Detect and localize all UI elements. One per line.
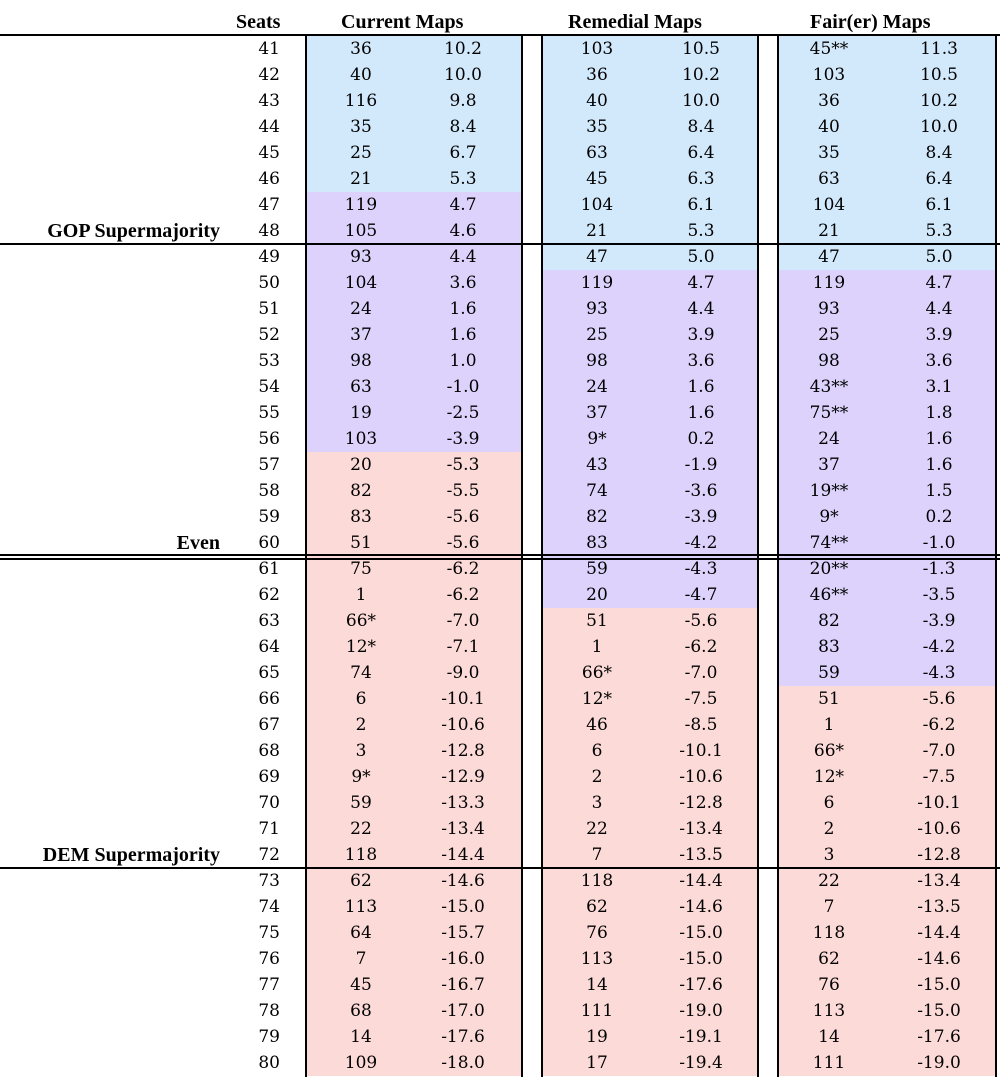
seat-number: 49 — [258, 247, 280, 267]
fair-margin: 10.5 — [920, 65, 958, 85]
fair-district: 59 — [818, 663, 840, 683]
column-border — [305, 36, 307, 1077]
current-margin: -10.6 — [441, 715, 485, 735]
remedial-margin: -14.6 — [679, 897, 723, 917]
fair-district: 76 — [818, 975, 840, 995]
remedial-margin: -10.6 — [679, 767, 723, 787]
fair-margin: -12.8 — [917, 845, 961, 865]
remedial-district: 83 — [586, 533, 608, 553]
current-district: 63 — [350, 377, 372, 397]
current-margin: -6.2 — [446, 559, 480, 579]
fair-margin: -7.5 — [922, 767, 956, 787]
current-margin: -7.1 — [446, 637, 480, 657]
current-margin: -3.9 — [446, 429, 480, 449]
seat-number: 68 — [258, 741, 280, 761]
fair-margin: -14.4 — [917, 923, 961, 943]
current-margin: -5.6 — [446, 533, 480, 553]
seat-number: 63 — [258, 611, 280, 631]
fair-margin: -6.2 — [922, 715, 956, 735]
fair-district: 37 — [818, 455, 840, 475]
fair-district: 119 — [812, 273, 846, 293]
current-district: 14 — [350, 1027, 372, 1047]
current-district: 9* — [351, 767, 371, 787]
seat-number: 72 — [258, 845, 280, 865]
remedial-margin: 4.7 — [687, 273, 715, 293]
remedial-margin: -15.0 — [679, 923, 723, 943]
fair-margin: -3.5 — [922, 585, 956, 605]
remedial-margin: 10.0 — [682, 91, 720, 111]
fair-margin: -4.2 — [922, 637, 956, 657]
seat-number: 50 — [258, 273, 280, 293]
current-district: 118 — [344, 845, 378, 865]
current-district: 64 — [350, 923, 372, 943]
seat-number: 56 — [258, 429, 280, 449]
seat-number: 73 — [258, 871, 280, 891]
fair-margin: -1.0 — [922, 533, 956, 553]
remedial-margin: 6.1 — [687, 195, 715, 215]
current-district: 104 — [344, 273, 378, 293]
remedial-margin: -3.9 — [684, 507, 718, 527]
current-district: 75 — [350, 559, 372, 579]
column-border — [521, 36, 523, 1077]
fair-district: 1 — [823, 715, 835, 735]
fair-margin: -13.4 — [917, 871, 961, 891]
remedial-margin: -1.9 — [684, 455, 718, 475]
fair-margin: 1.6 — [925, 455, 953, 475]
seat-number: 59 — [258, 507, 280, 527]
fair-margin: -10.1 — [917, 793, 961, 813]
remedial-district: 37 — [586, 403, 608, 423]
seat-number: 80 — [258, 1053, 280, 1073]
current-margin: -5.5 — [446, 481, 480, 501]
current-margin: 9.8 — [449, 91, 477, 111]
remedial-margin: -4.7 — [684, 585, 718, 605]
current-margin: 10.2 — [444, 39, 482, 59]
remedial-margin: -7.0 — [684, 663, 718, 683]
fair-margin: -5.6 — [922, 689, 956, 709]
current-district: 45 — [350, 975, 372, 995]
seat-number: 54 — [258, 377, 280, 397]
seat-number: 41 — [258, 39, 280, 59]
remedial-district: 113 — [580, 949, 614, 969]
remedial-district: 59 — [586, 559, 608, 579]
current-district: 36 — [350, 39, 372, 59]
current-margin: -15.0 — [441, 897, 485, 917]
remedial-margin: 5.3 — [687, 221, 715, 241]
remedial-district: 51 — [586, 611, 608, 631]
current-margin: -5.6 — [446, 507, 480, 527]
remedial-margin: -6.2 — [684, 637, 718, 657]
fair-margin: -10.6 — [917, 819, 961, 839]
header-remedial-maps: Remedial Maps — [568, 11, 702, 33]
current-district: 105 — [344, 221, 378, 241]
fair-district: 63 — [818, 169, 840, 189]
current-district: 22 — [350, 819, 372, 839]
seat-number: 77 — [258, 975, 280, 995]
current-district: 109 — [344, 1053, 378, 1073]
header-fair-maps: Fair(er) Maps — [810, 11, 931, 33]
seat-number: 78 — [258, 1001, 280, 1021]
current-margin: -13.3 — [441, 793, 485, 813]
fair-district: 3 — [823, 845, 835, 865]
fair-district: 74** — [809, 533, 849, 553]
seat-number: 47 — [258, 195, 280, 215]
remedial-district: 74 — [586, 481, 608, 501]
current-margin: 4.4 — [449, 247, 477, 267]
fair-district: 45** — [809, 39, 849, 59]
current-margin: -15.7 — [441, 923, 485, 943]
remedial-district: 98 — [586, 351, 608, 371]
seat-number: 79 — [258, 1027, 280, 1047]
remedial-margin: -12.8 — [679, 793, 723, 813]
fair-margin: -3.9 — [922, 611, 956, 631]
fair-margin: 10.0 — [920, 117, 958, 137]
remedial-district: 17 — [586, 1053, 608, 1073]
remedial-margin: -14.4 — [679, 871, 723, 891]
fair-district: 113 — [812, 1001, 846, 1021]
remedial-margin: -13.4 — [679, 819, 723, 839]
seat-number: 55 — [258, 403, 280, 423]
remedial-district: 21 — [586, 221, 608, 241]
current-margin: 1.0 — [449, 351, 477, 371]
current-margin: 3.6 — [449, 273, 477, 293]
fair-margin: 6.4 — [925, 169, 953, 189]
seat-number: 67 — [258, 715, 280, 735]
fair-margin: 4.7 — [925, 273, 953, 293]
column-border — [995, 36, 997, 1077]
remedial-margin: -10.1 — [679, 741, 723, 761]
remedial-district: 20 — [586, 585, 608, 605]
fair-district: 83 — [818, 637, 840, 657]
fair-district: 75** — [809, 403, 849, 423]
fair-district: 51 — [818, 689, 840, 709]
remedial-margin: -4.3 — [684, 559, 718, 579]
fair-margin: 6.1 — [925, 195, 953, 215]
fair-district: 104 — [812, 195, 846, 215]
current-district: 3 — [355, 741, 367, 761]
remedial-margin: 8.4 — [687, 117, 715, 137]
current-district: 2 — [355, 715, 367, 735]
remedial-district: 19 — [586, 1027, 608, 1047]
current-district: 103 — [344, 429, 378, 449]
fair-margin: -15.0 — [917, 975, 961, 995]
current-district: 19 — [350, 403, 372, 423]
fair-district: 47 — [818, 247, 840, 267]
fair-margin: -15.0 — [917, 1001, 961, 1021]
fair-margin: 8.4 — [925, 143, 953, 163]
fair-margin: 3.9 — [925, 325, 953, 345]
current-margin: -17.6 — [441, 1027, 485, 1047]
seat-number: 52 — [258, 325, 280, 345]
column-border — [541, 36, 543, 1077]
fair-district: 82 — [818, 611, 840, 631]
remedial-district: 35 — [586, 117, 608, 137]
seat-number: 62 — [258, 585, 280, 605]
current-district: 51 — [350, 533, 372, 553]
seat-number: 46 — [258, 169, 280, 189]
fair-district: 111 — [812, 1053, 846, 1073]
seat-number: 43 — [258, 91, 280, 111]
fair-district: 21 — [818, 221, 840, 241]
current-district: 116 — [344, 91, 378, 111]
seat-number: 70 — [258, 793, 280, 813]
fair-margin: -14.6 — [917, 949, 961, 969]
seat-number: 64 — [258, 637, 280, 657]
remedial-district: 14 — [586, 975, 608, 995]
current-district: 1 — [355, 585, 367, 605]
current-district: 7 — [355, 949, 367, 969]
fair-district: 43** — [809, 377, 849, 397]
remedial-district: 1 — [591, 637, 603, 657]
fair-margin: 10.2 — [920, 91, 958, 111]
fair-district: 20** — [809, 559, 849, 579]
remedial-district: 3 — [591, 793, 603, 813]
seat-number: 51 — [258, 299, 280, 319]
fair-margin: 4.4 — [925, 299, 953, 319]
current-margin: 8.4 — [449, 117, 477, 137]
remedial-district: 118 — [580, 871, 614, 891]
current-district: 66* — [345, 611, 377, 631]
current-district: 62 — [350, 871, 372, 891]
fair-district: 22 — [818, 871, 840, 891]
fair-district: 98 — [818, 351, 840, 371]
seat-number: 53 — [258, 351, 280, 371]
seat-number: 66 — [258, 689, 280, 709]
current-margin: -10.1 — [441, 689, 485, 709]
current-district: 24 — [350, 299, 372, 319]
remedial-district: 43 — [586, 455, 608, 475]
fair-district: 118 — [812, 923, 846, 943]
seat-number: 60 — [258, 533, 280, 553]
fair-district: 24 — [818, 429, 840, 449]
remedial-district: 7 — [591, 845, 603, 865]
current-margin: -16.7 — [441, 975, 485, 995]
fair-district: 6 — [823, 793, 835, 813]
remedial-district: 93 — [586, 299, 608, 319]
fair-district: 7 — [823, 897, 835, 917]
remedial-district: 47 — [586, 247, 608, 267]
fair-margin: 3.1 — [925, 377, 953, 397]
fair-district: 35 — [818, 143, 840, 163]
current-margin: -13.4 — [441, 819, 485, 839]
current-margin: 4.6 — [449, 221, 477, 241]
remedial-margin: 3.6 — [687, 351, 715, 371]
seat-number: 58 — [258, 481, 280, 501]
fair-margin: -19.0 — [917, 1053, 961, 1073]
current-district: 59 — [350, 793, 372, 813]
threshold-label: DEM Supermajority — [42, 844, 220, 866]
remedial-margin: -19.1 — [679, 1027, 723, 1047]
remedial-margin: 1.6 — [687, 403, 715, 423]
remedial-margin: 5.0 — [687, 247, 715, 267]
fair-district: 2 — [823, 819, 835, 839]
seat-number: 42 — [258, 65, 280, 85]
remedial-margin: -19.4 — [679, 1053, 723, 1073]
current-district: 82 — [350, 481, 372, 501]
current-district: 119 — [344, 195, 378, 215]
seat-number: 57 — [258, 455, 280, 475]
fair-margin: 11.3 — [920, 39, 958, 59]
fair-district: 12* — [813, 767, 845, 787]
current-district: 68 — [350, 1001, 372, 1021]
fair-district: 14 — [818, 1027, 840, 1047]
remedial-margin: -13.5 — [679, 845, 723, 865]
seat-number: 69 — [258, 767, 280, 787]
remedial-district: 6 — [591, 741, 603, 761]
remedial-district: 82 — [586, 507, 608, 527]
current-district: 83 — [350, 507, 372, 527]
fair-district: 36 — [818, 91, 840, 111]
remedial-district: 119 — [580, 273, 614, 293]
remedial-margin: -7.5 — [684, 689, 718, 709]
fair-district: 46** — [809, 585, 849, 605]
current-margin: -18.0 — [441, 1053, 485, 1073]
current-district: 113 — [344, 897, 378, 917]
current-margin: -9.0 — [446, 663, 480, 683]
remedial-district: 9* — [587, 429, 607, 449]
seat-number: 75 — [258, 923, 280, 943]
fair-margin: 0.2 — [925, 507, 953, 527]
current-district: 12* — [345, 637, 377, 657]
remedial-district: 2 — [591, 767, 603, 787]
remedial-district: 103 — [580, 39, 614, 59]
seat-number: 65 — [258, 663, 280, 683]
current-margin: 1.6 — [449, 325, 477, 345]
remedial-district: 111 — [580, 1001, 614, 1021]
remedial-district: 22 — [586, 819, 608, 839]
fair-margin: -13.5 — [917, 897, 961, 917]
seat-number: 71 — [258, 819, 280, 839]
remedial-margin: 10.2 — [682, 65, 720, 85]
current-margin: 5.3 — [449, 169, 477, 189]
column-border — [777, 36, 779, 1077]
remedial-margin: 1.6 — [687, 377, 715, 397]
current-district: 74 — [350, 663, 372, 683]
fair-margin: -7.0 — [922, 741, 956, 761]
remedial-margin: -4.2 — [684, 533, 718, 553]
remedial-margin: -5.6 — [684, 611, 718, 631]
fair-margin: 1.6 — [925, 429, 953, 449]
fair-margin: 1.5 — [925, 481, 953, 501]
remedial-margin: -15.0 — [679, 949, 723, 969]
fair-district: 62 — [818, 949, 840, 969]
fair-district: 103 — [812, 65, 846, 85]
current-margin: -12.8 — [441, 741, 485, 761]
remedial-district: 45 — [586, 169, 608, 189]
header-seats: Seats — [236, 11, 281, 33]
fair-district: 25 — [818, 325, 840, 345]
current-district: 6 — [355, 689, 367, 709]
current-margin: 6.7 — [449, 143, 477, 163]
remedial-margin: 3.9 — [687, 325, 715, 345]
remedial-district: 104 — [580, 195, 614, 215]
remedial-district: 25 — [586, 325, 608, 345]
fair-margin: -17.6 — [917, 1027, 961, 1047]
seat-number: 44 — [258, 117, 280, 137]
seat-number: 61 — [258, 559, 280, 579]
fair-margin: 3.6 — [925, 351, 953, 371]
current-margin: -14.4 — [441, 845, 485, 865]
fair-district: 93 — [818, 299, 840, 319]
current-district: 21 — [350, 169, 372, 189]
seat-number: 74 — [258, 897, 280, 917]
current-margin: -7.0 — [446, 611, 480, 631]
remedial-margin: -8.5 — [684, 715, 718, 735]
current-margin: 4.7 — [449, 195, 477, 215]
seat-number: 76 — [258, 949, 280, 969]
fair-district: 9* — [819, 507, 839, 527]
remedial-margin: -17.6 — [679, 975, 723, 995]
current-margin: -12.9 — [441, 767, 485, 787]
fair-margin: 1.8 — [925, 403, 953, 423]
remedial-district: 40 — [586, 91, 608, 111]
seat-number: 45 — [258, 143, 280, 163]
current-margin: -1.0 — [446, 377, 480, 397]
seat-number: 48 — [258, 221, 280, 241]
remedial-margin: -3.6 — [684, 481, 718, 501]
remedial-district: 46 — [586, 715, 608, 735]
current-margin: 10.0 — [444, 65, 482, 85]
remedial-margin: 4.4 — [687, 299, 715, 319]
current-district: 25 — [350, 143, 372, 163]
fair-margin: 5.0 — [925, 247, 953, 267]
remedial-margin: 6.3 — [687, 169, 715, 189]
remedial-margin: 0.2 — [687, 429, 715, 449]
current-district: 98 — [350, 351, 372, 371]
current-district: 20 — [350, 455, 372, 475]
remedial-district: 36 — [586, 65, 608, 85]
current-margin: -5.3 — [446, 455, 480, 475]
remedial-margin: 6.4 — [687, 143, 715, 163]
fair-margin: 5.3 — [925, 221, 953, 241]
remedial-district: 63 — [586, 143, 608, 163]
current-margin: -2.5 — [446, 403, 480, 423]
remedial-district: 12* — [581, 689, 613, 709]
remedial-district: 76 — [586, 923, 608, 943]
column-border — [757, 36, 759, 1077]
current-district: 35 — [350, 117, 372, 137]
remedial-district: 62 — [586, 897, 608, 917]
fair-district: 19** — [809, 481, 849, 501]
current-district: 40 — [350, 65, 372, 85]
threshold-label: Even — [176, 532, 220, 554]
remedial-district: 66* — [581, 663, 613, 683]
remedial-margin: 10.5 — [682, 39, 720, 59]
current-margin: -17.0 — [441, 1001, 485, 1021]
threshold-label: GOP Supermajority — [47, 220, 220, 242]
header-current-maps: Current Maps — [341, 11, 464, 33]
remedial-margin: -19.0 — [679, 1001, 723, 1021]
current-district: 37 — [350, 325, 372, 345]
fair-margin: -1.3 — [922, 559, 956, 579]
current-margin: -6.2 — [446, 585, 480, 605]
current-district: 93 — [350, 247, 372, 267]
current-margin: -16.0 — [441, 949, 485, 969]
fair-district: 66* — [813, 741, 845, 761]
remedial-district: 24 — [586, 377, 608, 397]
current-margin: 1.6 — [449, 299, 477, 319]
fair-district: 40 — [818, 117, 840, 137]
current-margin: -14.6 — [441, 871, 485, 891]
fair-margin: -4.3 — [922, 663, 956, 683]
